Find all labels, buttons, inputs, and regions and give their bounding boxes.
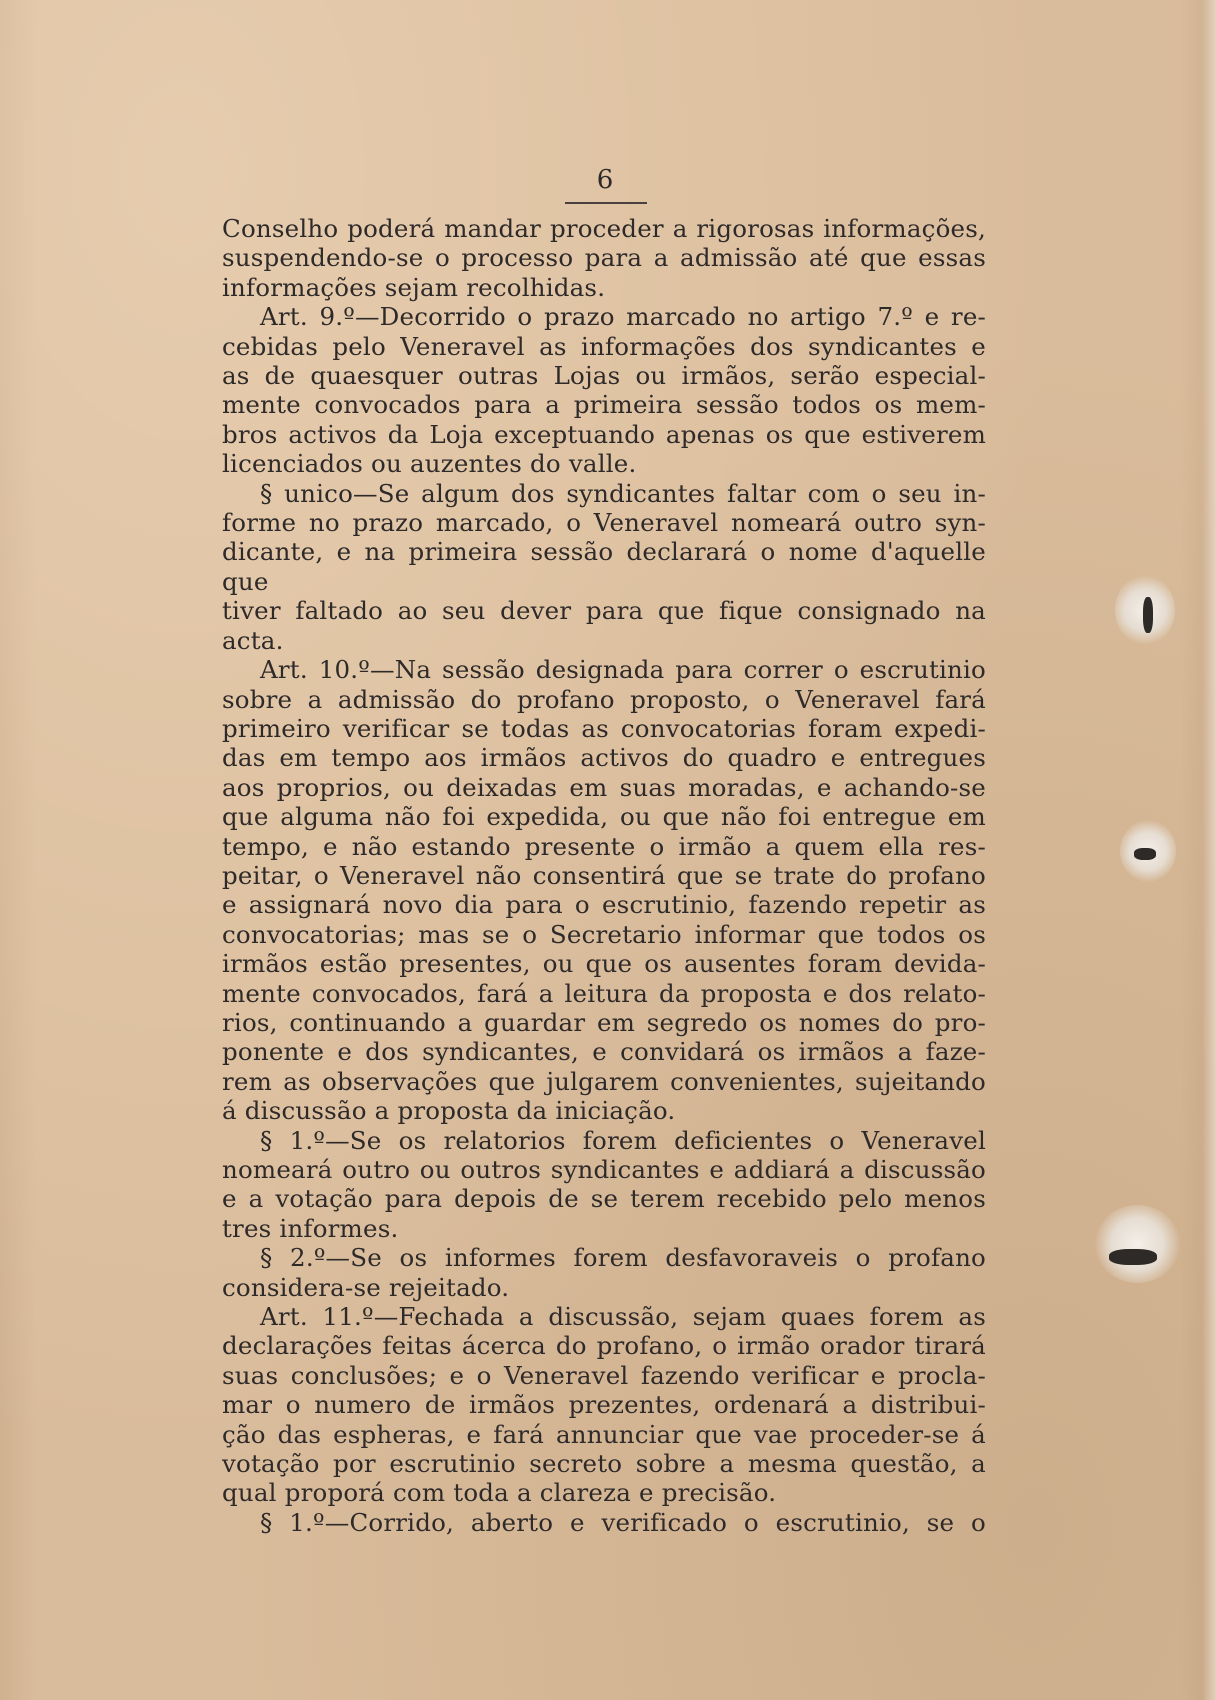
text-line: e assignará novo dia para o escrutinio, fazendo repetir as [222, 890, 986, 920]
text-line: ponente e dos syndicantes, e convidará os irmãos a faze- [222, 1037, 986, 1067]
text-line: licenciados ou auzentes do valle. [222, 449, 637, 479]
header-rule [565, 202, 647, 204]
text-line: das em tempo aos irmãos activos do quadro e entregues [222, 743, 986, 773]
text-line: informações sejam recolhidas. [222, 272, 606, 302]
text-line: irmãos estão presentes, ou que os ausentes foram devida- [222, 949, 986, 979]
text-line: Art. 10.º—Na sessão designada para correr o escrutinio [260, 655, 986, 685]
paper-damage-mark [1120, 820, 1176, 882]
text-line: § 1.º—Corrido, aberto e verificado o escrutinio, se o [260, 1507, 986, 1537]
text-line: nomeará outro ou outros syndicantes e addiará a discussão [222, 1155, 986, 1184]
text-line: aos proprios, ou deixadas em suas moradas, e achando-se [222, 772, 986, 802]
text-line: tempo, e não estando presente o irmão a quem ella res- [222, 831, 986, 861]
text-line: mente convocados, fará a leitura da proposta e dos relato- [222, 978, 986, 1008]
text-line: mente convocados para a primeira sessão todos os mem- [222, 390, 986, 420]
page-number: 6 [596, 165, 614, 195]
text-line: cebidas pelo Veneravel as informações dos syndicantes e [222, 331, 986, 361]
text-line: considera-se rejeitado. [222, 1272, 510, 1302]
text-line: rem as observações que julgarem convenientes, sujeitando [222, 1066, 986, 1096]
text-line: acta. [222, 625, 284, 655]
text-line: suspendendo-se o processo para a admissão até que essas [222, 243, 986, 273]
text-line: rios, continuando a guardar em segredo os nomes do pro- [222, 1007, 986, 1037]
text-line: as de quaesquer outras Lojas ou irmãos, serão especial- [222, 361, 986, 391]
text-line: mar o numero de irmãos prezentes, ordenará a distribui- [222, 1390, 986, 1420]
text-line: que alguma não foi expedida, ou que não foi entregue em [222, 802, 986, 832]
text-line: votação por escrutinio secreto sobre a mesma questão, a [222, 1449, 986, 1479]
text-line: Art. 11.º—Fechada a discussão, sejam quaes forem as [260, 1302, 986, 1332]
text-line: ção das espheras, e fará annunciar que vae proceder-se á [222, 1419, 986, 1449]
text-line: tres informes. [222, 1213, 399, 1243]
page-edge [1202, 0, 1216, 1700]
text-line: suas conclusões; e o Veneravel fazendo verificar e procla- [222, 1360, 986, 1390]
text-line: Conselho poderá mandar proceder a rigorosas informações, [222, 214, 986, 243]
text-line: dicante, e na primeira sessão declarará o nome d'aquelle que [222, 537, 986, 596]
body-text [222, 214, 986, 1537]
text-line: sobre a admissão do profano proposto, o Veneravel fará [222, 684, 986, 714]
text-line: convocatorias; mas se o Secretario informar que todos os [222, 919, 986, 949]
text-line: e a votação para depois de se terem recebido pelo menos [222, 1184, 986, 1214]
text-line: § 2.º—Se os informes forem desfavoraveis o profano [260, 1243, 986, 1273]
text-line: á discussão a proposta da iniciação. [222, 1096, 676, 1126]
text-line: primeiro verificar se todas as convocatorias foram expedi- [222, 713, 986, 743]
paper-damage-mark [1095, 1205, 1180, 1283]
text-line: Art. 9.º—Decorrido o prazo marcado no artigo 7.º e re- [260, 302, 986, 332]
text-line: tiver faltado ao seu dever para que fique consignado na [222, 596, 986, 626]
paper-damage-mark [1115, 575, 1175, 645]
text-line: qual proporá com toda a clareza e precisão. [222, 1478, 777, 1508]
text-line: forme no prazo marcado, o Veneravel nomeará outro syn- [222, 508, 986, 538]
text-line: bros activos da Loja exceptuando apenas os que estiverem [222, 419, 986, 449]
text-line: § unico—Se algum dos syndicantes faltar com o seu in- [260, 478, 986, 508]
text-line: peitar, o Veneravel não consentirá que se trate do profano [222, 860, 986, 890]
text-line: declarações feitas ácerca do profano, o irmão orador tirará [222, 1331, 986, 1361]
text-line: § 1.º—Se os relatorios forem deficientes o Veneravel [260, 1125, 986, 1155]
